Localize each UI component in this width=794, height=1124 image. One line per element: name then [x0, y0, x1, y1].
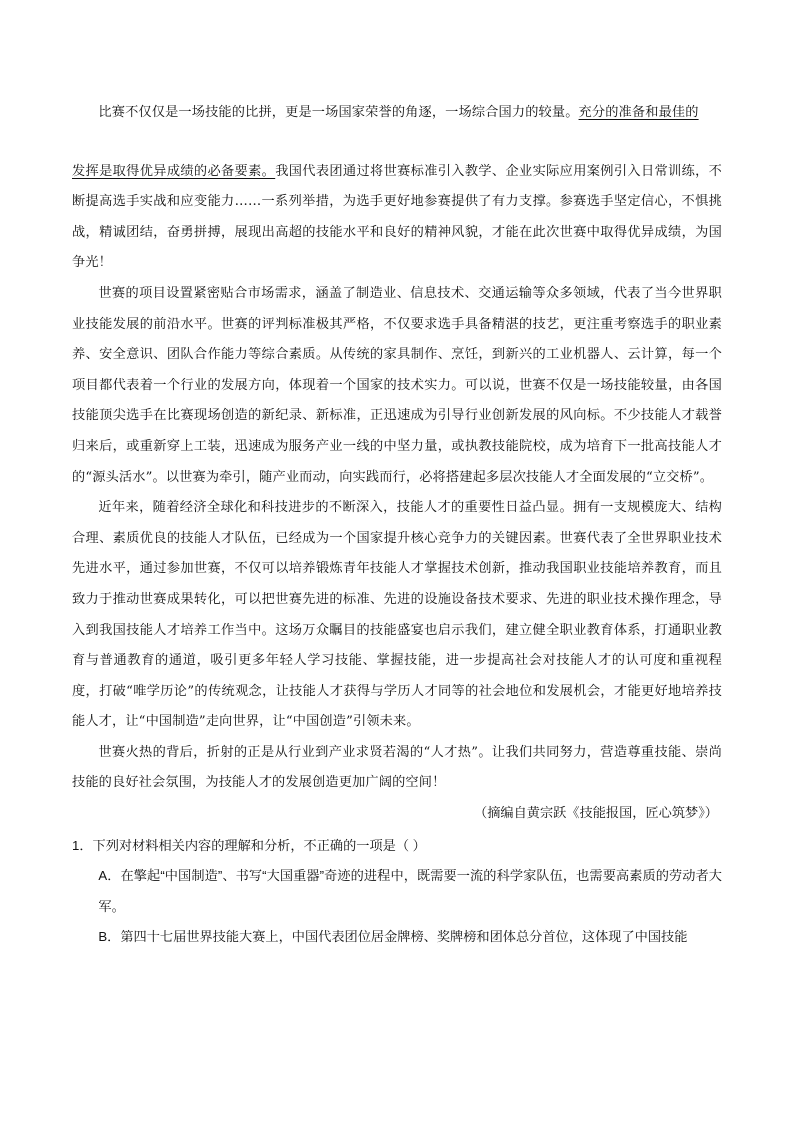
passage-paragraph-1: [72, 98, 722, 129]
question-1-option-b: B．第四十七届世界技能大赛上，中国代表团位居金牌榜、奖牌榜和团体总分首位，这体现了中国技能: [98, 929, 688, 945]
question-1-stem: 1．下列对材料相关内容的理解和分析，不正确的一项是（ ）: [72, 838, 426, 854]
paragraph-1-text: 比赛不仅仅是一场技能的比拼，更是一场国家荣誉的角逐，一场综合国力的较量。: [98, 105, 579, 120]
passage-paragraph-2: 世赛的项目设置紧密贴合市场需求，涵盖了制造业、信息技术、交通运输等众多领域，代表了当今世界职业技能发展的前沿水平。世赛的评判标准极其严格，不仅要求选手具备精湛的技艺，更注重考察选手的职业素养、安全意识、团队合作能力等综合素质。从传统的家具制作、烹饪，到新兴的工业机器人、云计算，每一个项目都代表着一个行业的发展方向，体现着一个国家的技术实力。可以说，世赛不仅是一场技能较量，由各国技能顶尖选手在比赛现场创造的新纪录、新标准，正迅速成为引导行业创新发展的风向标。不少技能人才载誉归来后，或重新穿上工装，迅速成为服务产业一线的中坚力量，或执教技能院校，成为培育下一批高技能人才的“源头活水”。以世赛为牵引，随产业而动，向实践而行，必将搭建起多层次技能人才全面发展的“立交桥”。: [72, 285, 722, 485]
passage-paragraph-3: 近年来，随着经济全球化和科技进步的不断深入，技能人才的重要性日益凸显。拥有一支规模庞大、结构合理、素质优良的技能人才队伍，已经成为一个国家提升核心竞争力的关键因素。世赛代表了全世界职业技术先进水平，通过参加世赛，不仅可以培养锻炼青年技能人才掌握技术创新，推动我国职业技能培养教育，而且致力于推动世赛成果转化，可以把世赛先进的标准、先进的设施设备技术要求、先进的职业技术操作理念，导入到我国技能人才培养工作当中。这场万众瞩目的技能盛宴也启示我们，建立健全职业教育体系，打通职业教育与普通教育的通道，吸引更多年轻人学习技能、掌握技能，进一步提高社会对技能人才的认可度和重视程度，打破“唯学历论”的传统观念，让技能人才获得与学历人才同等的社会地位和发展机会，才能更好地培养技能人才，让“中国制造”走向世界，让“中国创造”引领未来。: [72, 500, 722, 730]
source-citation: （摘编自黄宗跃《技能报国，匠心筑梦》）: [474, 806, 718, 822]
passage-paragraph-1-continued: [72, 157, 722, 279]
passage-paragraph-4: 世赛火热的背后，折射的正是从行业到产业求贤若渴的“人才热”。让我们共同努力，营造尊重技能、崇尚技能的良好社会氛围，为技能人才的发展创造更加广阔的空间！: [72, 744, 722, 791]
underlined-sentence-part-2: 发挥是取得优异成绩的必备要素。: [72, 163, 276, 179]
underlined-sentence-part-1: 充分的准备和最佳的: [578, 105, 699, 120]
paragraph-1-rest: 我国代表团通过将世赛标准引入教学、企业实际应用案例引入日常训练，不断提高选手实战和应变能力……一系列举措，为选手更好地参赛提供了有力支撑。参赛选手坚定信心，不惧挑战，精诚团结，奋勇拼搏，展现出高超的技能水平和良好的精神风貌，才能在此次世赛中取得优异成绩，为国争光！: [72, 163, 723, 271]
paragraph-gap: [72, 129, 722, 157]
question-1-option-a: A．在擎起“中国制造”、书写“大国重器”奇迹的进程中，既需要一流的科学家队伍，也需要高素质的劳动者大军。: [98, 868, 722, 914]
